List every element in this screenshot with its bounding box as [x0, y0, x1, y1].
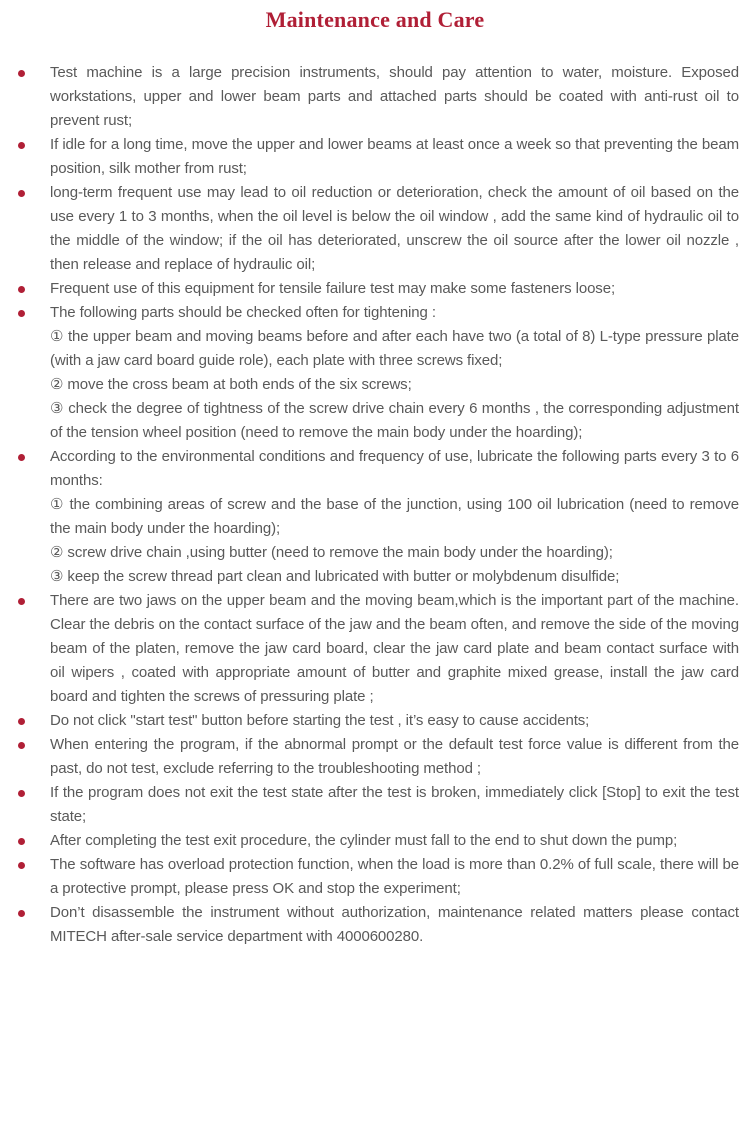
list-item — [0, 301, 750, 445]
paragraph: ① the combining areas of screw and the base of the junction, using 100 oil lubrication (need to remove the main body under the hoarding); — [50, 496, 739, 537]
paragraph: According to the environmental conditions and frequency of use, lubricate the following parts every 3 to 6 months: — [50, 448, 739, 489]
list-item-text — [50, 301, 739, 445]
bullet-list — [0, 61, 750, 949]
page-title: Maintenance and Care — [265, 7, 485, 32]
paragraph: Test machine is a large precision instruments, should pay attention to water, moisture. Exposed workstations, upper and lower beam parts and attached parts should be coated with anti-rust oil to prevent rust; — [50, 64, 739, 129]
bullet-icon — [18, 862, 25, 869]
list-item — [0, 829, 750, 853]
paragraph: There are two jaws on the upper beam and the moving beam,which is the important part of the machine. Clear the debris on the contact surface of the jaw and the beam often, and remove the side of the moving beam of the platen, remove the jaw card board, clear the jaw card plate and beam contact surface with oil wipers , coated with appropriate amount of butter and graphite mixed grease, install the jaw card board and tighten the screws of pressuring plate ; — [50, 592, 739, 705]
bullet-icon — [18, 838, 25, 845]
paragraph: Don’t disassemble the instrument without authorization, maintenance related matters please contact MITECH after-sale service department with 4000600280. — [50, 904, 739, 945]
bullet-icon — [18, 742, 25, 749]
bullet-icon — [18, 310, 25, 317]
list-item — [0, 181, 750, 277]
bullet-icon — [18, 142, 25, 149]
paragraph: If idle for a long time, move the upper and lower beams at least once a week so that preventing the beam position, silk mother from rust; — [50, 136, 739, 177]
list-item-text — [50, 853, 739, 901]
list-item-text — [50, 181, 739, 277]
list-item — [0, 709, 750, 733]
paragraph: Frequent use of this equipment for tensile failure test may make some fasteners loose; — [50, 280, 616, 297]
paragraph: long-term frequent use may lead to oil reduction or deterioration, check the amount of oil based on the use every 1 to 3 months, when the oil level is below the oil window , add the same kind of hydraulic oil to the middle of the window; if the oil has deteriorated, unscrew the oil source after the lower oil nozzle , then release and replace of hydraulic oil; — [50, 184, 739, 273]
paragraph: The software has overload protection function, when the load is more than 0.2% of full scale, there will be a protective prompt, please press OK and stop the experiment; — [50, 856, 739, 897]
list-item-text — [50, 61, 739, 133]
bullet-icon — [18, 598, 25, 605]
list-item-text — [50, 589, 739, 709]
paragraph: After completing the test exit procedure, the cylinder must fall to the end to shut down the pump; — [50, 832, 678, 849]
list-item-text — [50, 829, 739, 853]
paragraph: ③ keep the screw thread part clean and lubricated with butter or molybdenum disulfide; — [50, 568, 620, 585]
paragraph: ② screw drive chain ,using butter (need to remove the main body under the hoarding); — [50, 544, 613, 561]
list-item-text — [50, 133, 739, 181]
list-item — [0, 589, 750, 709]
list-item — [0, 781, 750, 829]
list-item-text — [50, 901, 739, 949]
bullet-icon — [18, 286, 25, 293]
list-item-text — [50, 709, 739, 733]
list-item — [0, 133, 750, 181]
list-item — [0, 901, 750, 949]
paragraph: When entering the program, if the abnormal prompt or the default test force value is different from the past, do not test, exclude referring to the troubleshooting method ; — [50, 736, 739, 777]
paragraph: Do not click "start test" button before starting the test , it’s easy to cause accidents; — [50, 712, 590, 729]
paragraph: ① the upper beam and moving beams before and after each have two (a total of 8) L-type pressure plate (with a jaw card board guide role), each plate with three screws fixed; — [50, 328, 739, 369]
bullet-icon — [18, 910, 25, 917]
paragraph: The following parts should be checked often for tightening : — [50, 304, 436, 321]
bullet-icon — [18, 718, 25, 725]
list-item — [0, 853, 750, 901]
list-item-text — [50, 781, 739, 829]
paragraph: ③ check the degree of tightness of the screw drive chain every 6 months , the corresponding adjustment of the tension wheel position (need to remove the main body under the hoarding); — [50, 400, 739, 441]
paragraph: ② move the cross beam at both ends of the six screws; — [50, 376, 412, 393]
paragraph: If the program does not exit the test state after the test is broken, immediately click [Stop] to exit the test state; — [50, 784, 739, 825]
bullet-icon — [18, 454, 25, 461]
list-item — [0, 277, 750, 301]
bullet-icon — [18, 790, 25, 797]
list-item — [0, 733, 750, 781]
list-item-text — [50, 277, 739, 301]
list-item-text — [50, 733, 739, 781]
bullet-icon — [18, 190, 25, 197]
list-item — [0, 445, 750, 589]
bullet-icon — [18, 70, 25, 77]
list-item-text — [50, 445, 739, 589]
list-item — [0, 61, 750, 133]
